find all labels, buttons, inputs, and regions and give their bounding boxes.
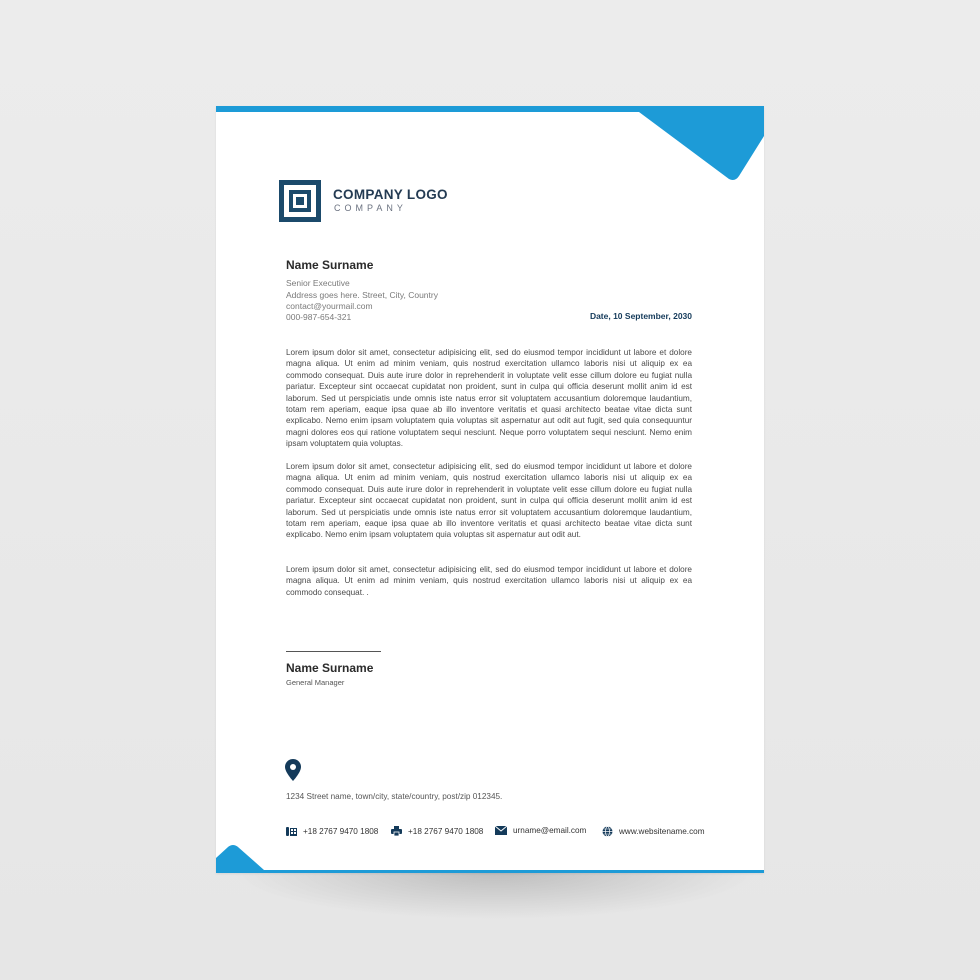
company-logo-icon — [279, 180, 321, 222]
signature-title: General Manager — [286, 678, 345, 687]
sender-address: Address goes here. Street, City, Country — [286, 290, 438, 300]
sender-position: Senior Executive — [286, 278, 350, 288]
contact-website — [602, 826, 705, 837]
company-logo-subtitle: COMPANY — [334, 203, 407, 213]
body-paragraph-2: Lorem ipsum dolor sit amet, consectetur adipisicing elit, sed do eiusmod tempor incididunt ut labore et dolore magna aliqua. Ut enim ad minim veniam, quis nostrud exercitation ullamco laboris nisi ut aliquip ex ea commodo consequat. Duis aute irure dolor in reprehenderit in voluptate velit esse cillum dolore eu fugiat nulla pariatur. Excepteur sint occaecat cupidatat non proident, sunt in culpa qui officia deserunt mollit anim id est laborum. Sed ut perspiciatis unde omnis iste natus error sit voluptatem accusantium doloremque laudantium, totam rem aperiam, eaque ipsa quae ab illo inventore veritatis et quasi architecto beatae vitae dicta sunt explicabo. Nemo enim ipsam voluptatem quia voluptas sit aspernatur aut odit aut. — [286, 462, 692, 540]
signature-line — [286, 651, 381, 652]
contact-fax-text: +18 2767 9470 1808 — [408, 826, 484, 836]
contact-phone-text: +18 2767 9470 1808 — [303, 826, 379, 836]
printer-icon — [391, 826, 402, 836]
letterhead-page — [216, 106, 764, 873]
top-right-corner-shape — [639, 106, 764, 181]
body-paragraph-3: Lorem ipsum dolor sit amet, consectetur adipisicing elit, sed do eiusmod tempor incididunt ut labore et dolore magna aliqua. Ut enim ad minim veniam, quis nostrud exercitation ullamco laboris nisi ut aliquip ex ea commodo consequat. . — [286, 565, 692, 597]
bottom-accent-bar — [216, 870, 764, 873]
company-logo-title: COMPANY LOGO — [333, 187, 448, 202]
letter-date: Date, 10 September, 2030 — [589, 311, 692, 321]
contact-phone — [286, 826, 378, 836]
footer-address: 1234 Street name, town/city, state/country, post/zip 012345. — [286, 792, 503, 801]
phone-icon — [286, 826, 297, 836]
envelope-icon — [495, 826, 507, 835]
contact-email-text: urname@email.com — [513, 826, 587, 835]
location-pin-icon — [285, 759, 301, 781]
globe-icon — [602, 826, 613, 837]
contact-email — [495, 826, 586, 835]
signature-name: Name Surname — [286, 661, 374, 675]
contact-fax — [391, 826, 483, 836]
sender-name: Name Surname — [286, 258, 374, 272]
sender-email: contact@yourmail.com — [286, 301, 373, 311]
contact-website-text: www.websitename.com — [619, 827, 705, 836]
sender-phone: 000-987-654-321 — [286, 312, 352, 322]
body-paragraph-1: Lorem ipsum dolor sit amet, consectetur adipisicing elit, sed do eiusmod tempor incididunt ut labore et dolore magna aliqua. Ut enim ad minim veniam, quis nostrud exercitation ullamco laboris nisi ut aliquip ex ea commodo consequat. Duis aute irure dolor in reprehenderit in voluptate velit esse cillum dolore eu fugiat nulla pariatur. Excepteur sint occaecat cupidatat non proident, sunt in culpa qui officia deserunt mollit anim id est laborum. Sed ut perspiciatis unde omnis iste natus error sit voluptatem accusantium doloremque laudantium, totam rem aperiam, eaque ipsa quae ab illo inventore veritatis et quasi architecto beatae vitae dicta sunt explicabo. Nemo enim ipsam voluptatem quia voluptas sit aspernatur aut odit aut fugit, sed quia consequuntur magni dolores eos qui ratione voluptatem sequi nesciunt. Neque porro voluptatem sequi nesciunt. Nemo enim ipsam voluptatem quia voluptas. — [286, 348, 692, 449]
bottom-left-corner-shape — [216, 843, 271, 873]
